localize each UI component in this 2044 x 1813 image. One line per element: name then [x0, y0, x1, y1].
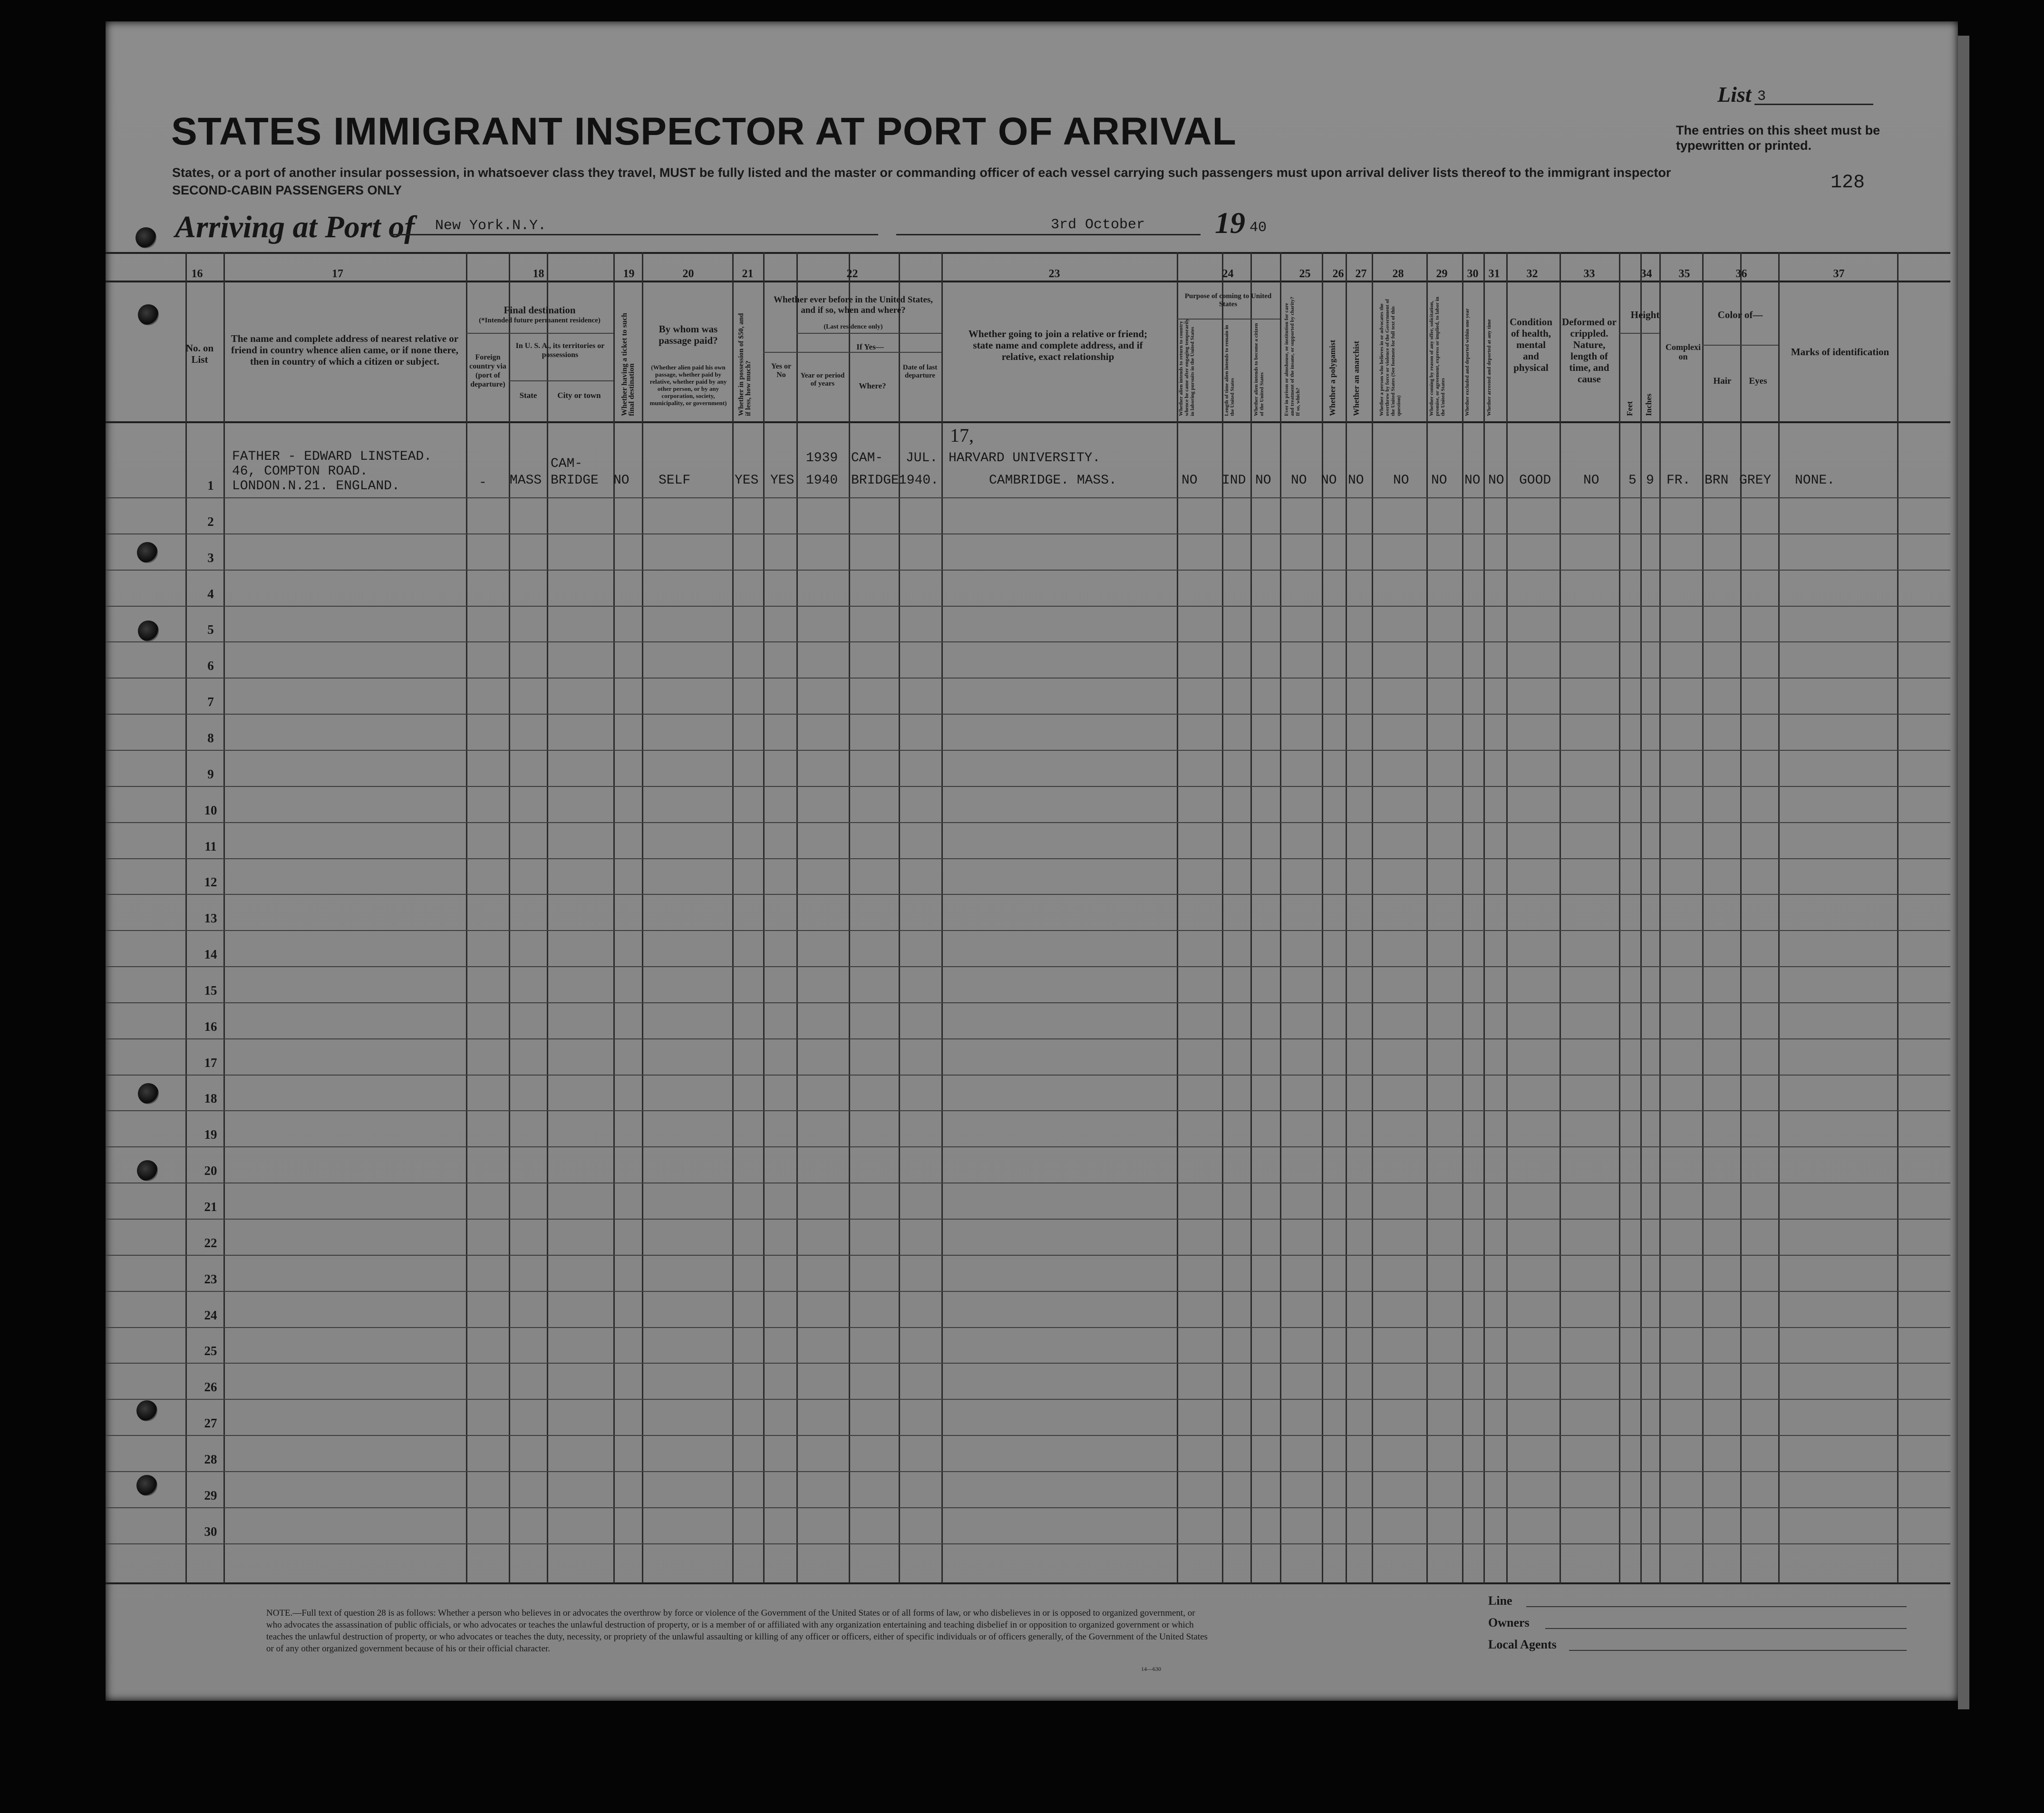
row-rule	[106, 1002, 1950, 1003]
row-rule	[106, 1038, 1950, 1039]
prison-value: NO	[1291, 473, 1307, 488]
row-rule	[106, 533, 1950, 534]
overthrow-header: Whether a person who believes in or advocates the overthrow by force or violence of the Government of the United States (See footnote for full text of this question)	[1379, 299, 1402, 416]
column-divider	[1177, 252, 1178, 1583]
row-number: 29	[204, 1488, 217, 1503]
column-divider	[1619, 252, 1620, 1583]
row-number: 20	[204, 1163, 217, 1178]
row-number: 8	[207, 730, 214, 745]
health-header: Condition of health, mental and physical	[1510, 316, 1552, 373]
entries-note: The entries on this sheet must be typewritten or printed.	[1676, 123, 1880, 153]
row-number: 3	[207, 550, 214, 565]
column-divider	[1280, 252, 1281, 1583]
usa-header: In U. S. A., its territories or possessions	[515, 342, 605, 359]
state-header: State	[519, 391, 537, 400]
relative-line-1: FATHER - EDWARD LINSTEAD.	[232, 449, 432, 464]
citizen-intent-header: Whether alien intends to become a citizen of the United States	[1253, 323, 1265, 416]
punch-hole-icon	[137, 1160, 158, 1181]
if-yes-header: If Yes—	[856, 342, 884, 351]
column-number: 33	[1583, 268, 1595, 280]
overthrow-value: NO	[1393, 473, 1409, 488]
passage-paid-sub: (Whether alien paid his own passage, whether paid by relative, whether paid by any other person, or by any corporation, society, municipality, or government)	[649, 364, 727, 407]
color-header: Color of—	[1717, 309, 1763, 320]
foreign-port-header: Foreign country via (port of departure)	[469, 353, 506, 388]
joining-line-1: HARVARD UNIVERSITY.	[949, 451, 1101, 465]
feet-value: 5	[1628, 473, 1637, 488]
no-on-list-header: No. on List	[185, 342, 214, 365]
fifty-dollars-header: Whether in possession of $50, and if less, how much?	[737, 313, 752, 416]
row-rule	[106, 641, 1950, 642]
instruction-line-2: SECOND-CABIN PASSENGERS ONLY	[172, 183, 402, 197]
row-number: 17	[204, 1055, 217, 1070]
fifty-dollars-value: YES	[735, 473, 759, 488]
column-divider	[1659, 252, 1661, 1583]
where-line-1: CAM-	[851, 451, 883, 465]
column-number: 27	[1355, 268, 1367, 280]
labor-offer-header: Whether coming by reason of any offer, solicitation, promise, or agreement, express or implied, to labor in the United States	[1429, 297, 1446, 416]
deformed-value: NO	[1583, 473, 1599, 488]
column-divider	[849, 252, 850, 1583]
column-divider	[1560, 252, 1561, 1583]
column-divider	[796, 252, 798, 1583]
row-rule	[106, 497, 1950, 498]
column-number: 28	[1392, 268, 1404, 280]
citizen-intent-value: NO	[1255, 473, 1271, 488]
joining-relative-header: Whether going to join a relative or friend; state name and complete address, and if relative, exact relationship	[968, 328, 1148, 362]
row-number: 11	[204, 839, 217, 853]
row-rule	[106, 570, 1950, 571]
row-number: 16	[204, 1019, 217, 1034]
year-period-header: Year or period of years	[800, 372, 845, 388]
instruction-text	[172, 164, 1671, 199]
inches-value: 9	[1646, 473, 1654, 488]
punch-hole-icon	[138, 304, 159, 325]
column-divider	[1322, 252, 1323, 1583]
final-destination-sub: (*Intended future permanent residence)	[479, 317, 601, 324]
state-value: MASS	[510, 473, 542, 488]
row-number: 19	[204, 1127, 217, 1142]
years-line-2: 1940	[806, 473, 838, 488]
where-line-2: BRIDGE	[851, 473, 899, 488]
subheader-divider	[466, 333, 613, 334]
column-divider	[509, 252, 510, 1583]
list-rule	[1754, 104, 1873, 105]
anarchist-header: Whether an anarchist	[1352, 340, 1361, 416]
page-title: STATES IMMIGRANT INSPECTOR AT PORT OF ARRIVAL	[171, 110, 1237, 153]
where-header: Where?	[859, 381, 886, 390]
row-number: 28	[204, 1452, 217, 1466]
been-in-us-value: YES	[770, 473, 794, 488]
column-divider	[1250, 252, 1252, 1583]
row-rule	[106, 1327, 1950, 1328]
row-rule	[106, 1255, 1950, 1256]
date-handwritten: 17,	[950, 425, 974, 446]
relative-line-2: 46, COMPTON ROAD.	[232, 464, 368, 479]
column-number: 29	[1436, 268, 1448, 280]
row-rule	[106, 858, 1950, 859]
row-number: 23	[204, 1271, 217, 1286]
excluded-header: Whether excluded and deported within one year	[1464, 308, 1470, 416]
column-number: 20	[682, 268, 694, 280]
column-number: 21	[742, 268, 754, 280]
form-code: 14—630	[1141, 1666, 1161, 1672]
port-rule	[391, 234, 878, 235]
column-number: 18	[533, 268, 544, 280]
row-number: 15	[204, 983, 217, 998]
column-divider	[1346, 252, 1347, 1583]
column-divider	[1462, 252, 1463, 1583]
column-divider	[1372, 252, 1373, 1583]
header-bottom-rule	[106, 421, 1950, 423]
row-rule	[106, 1110, 1950, 1111]
column-divider	[1640, 252, 1642, 1583]
prison-header: Ever in prison or almshouse, or institution for care and treatment of the insane, or supported by charity? If so, which?	[1284, 296, 1301, 416]
owners-label: Owners	[1488, 1616, 1530, 1629]
row-rule	[106, 1435, 1950, 1436]
subheader-divider	[509, 380, 613, 381]
row-rule	[106, 930, 1950, 931]
anarchist-value: NO	[1348, 473, 1364, 488]
punch-hole-icon	[138, 620, 159, 641]
column-number: 32	[1526, 268, 1538, 280]
relative-line-3: LONDON.N.21. ENGLAND.	[232, 479, 400, 494]
column-number: 30	[1467, 268, 1479, 280]
arriving-label: Arriving at Port of	[175, 210, 415, 244]
deported-value: NO	[1488, 473, 1504, 488]
polygamist-header: Whether a polygamist	[1328, 339, 1337, 416]
row-number: 13	[204, 911, 217, 926]
line-rule	[1526, 1606, 1907, 1607]
column-number: 22	[846, 268, 858, 280]
row-rule	[106, 750, 1950, 751]
column-number: 25	[1299, 268, 1311, 280]
column-number: 37	[1833, 268, 1845, 280]
row-number: 26	[204, 1380, 217, 1395]
subheader-divider	[1702, 345, 1778, 346]
polygamist-value: NO	[1321, 473, 1337, 488]
column-number: 26	[1332, 268, 1344, 280]
column-divider	[1506, 252, 1508, 1583]
sheet-edge	[1958, 36, 1969, 1709]
row-number: 24	[204, 1308, 217, 1322]
page-number: 128	[1831, 172, 1865, 194]
purpose-header: Purpose of coming to United States	[1184, 292, 1272, 308]
row-rule	[106, 1219, 1950, 1220]
row-number: 22	[204, 1235, 217, 1250]
return-country-value: NO	[1182, 473, 1198, 488]
length-stay-value: IND	[1222, 473, 1246, 488]
date-value: 3rd October	[1051, 217, 1145, 233]
row-number: 6	[207, 659, 214, 673]
row-rule	[106, 714, 1950, 715]
row-number: 4	[207, 586, 214, 601]
feet-header: Feet	[1625, 401, 1634, 416]
joining-line-2: CAMBRIDGE. MASS.	[989, 473, 1117, 488]
column-divider	[1426, 252, 1428, 1583]
punch-hole-icon	[136, 1400, 157, 1421]
hair-header: Hair	[1713, 376, 1732, 386]
marks-value: NONE.	[1795, 473, 1835, 488]
column-divider	[466, 252, 467, 1583]
complexion-header: Complexion	[1666, 342, 1701, 361]
row-number: 21	[204, 1200, 217, 1214]
row-rule	[106, 1543, 1950, 1544]
row-rule	[106, 822, 1950, 823]
column-number: 23	[1048, 268, 1060, 280]
ticket-header: Whether having a ticket to such final destination	[620, 312, 636, 416]
line-label: Line	[1488, 1594, 1512, 1608]
row-rule	[106, 1471, 1950, 1472]
row-number: 5	[207, 622, 214, 637]
row-rule	[106, 1507, 1950, 1508]
row-number: 2	[207, 514, 214, 529]
been-in-us-sub: (Last residence only)	[823, 323, 883, 330]
row-number: 1	[207, 478, 214, 493]
date-departure-header: Date of last departure	[902, 364, 938, 379]
column-divider	[732, 252, 734, 1583]
row-rule	[106, 1363, 1950, 1364]
column-number: 24	[1222, 268, 1234, 280]
table-top-rule	[106, 252, 1950, 254]
column-divider	[1222, 252, 1223, 1583]
city-line-2: BRIDGE	[551, 473, 599, 488]
punch-hole-icon	[136, 1475, 157, 1496]
labor-offer-value: NO	[1431, 473, 1447, 488]
year-prefix: 19	[1215, 206, 1245, 240]
height-header: Height	[1630, 309, 1660, 320]
row-rule	[106, 678, 1950, 679]
length-stay-header: Length of time alien intends to remain in the United States	[1224, 325, 1235, 416]
column-divider	[763, 252, 765, 1583]
subheader-divider	[1619, 333, 1659, 334]
foreign-port-value: -	[479, 475, 487, 490]
instruction-line-1: States, or a port of another insular possession, in whatsoever class they travel, MUST be fully listed and the master or commanding officer of each vessel carrying such passengers must upon arrival deliver lists thereof to the immigrant inspector	[172, 165, 1671, 180]
table-bottom-rule	[106, 1582, 1950, 1584]
row-number: 10	[204, 803, 217, 817]
row-rule	[106, 786, 1950, 787]
row-rule	[106, 1075, 1950, 1076]
year-suffix: 40	[1250, 220, 1267, 236]
hair-value: BRN	[1705, 473, 1729, 488]
footnote-text: NOTE.—Full text of question 28 is as follows: Whether a person who believes in or advocates the overthrow by force or violence of the Government of the United States or of all forms of law, or who disbelieves in or is opposed to organized government, or who advocates the assassination of public officials, or who advocates or teaches the unlawful destruction of property, or is a member of or affiliated with any organization entertaining and teaching disbelief in or opposition to organized government or which teaches the unlawful destruction of property, or who advocates or teaches the duty, necessity, or propriety of the unlawful assaulting or killing of any officer or officers, either of specific individuals or of officers generally, of the Government of the United States or of any other organized government because of his or their official character.	[266, 1608, 1208, 1654]
agents-label: Local Agents	[1488, 1638, 1557, 1651]
health-value: GOOD	[1519, 473, 1551, 488]
passage-paid-header: By whom was passage paid?	[659, 323, 718, 346]
column-number: 17	[332, 268, 343, 280]
punch-hole-icon	[138, 1083, 159, 1104]
return-country-header: Whether alien intends to return to country whence he came after engaging temporarily in laboring pursuits in the United States	[1178, 319, 1195, 416]
row-number: 25	[204, 1344, 217, 1358]
eyes-header: Eyes	[1749, 376, 1767, 386]
relative-address-header: The name and complete address of nearest relative or friend in country whence alien came, or if none there, then in country of which a citizen or subject.	[231, 333, 459, 367]
column-number: 16	[191, 268, 203, 280]
col-number-rule	[106, 281, 1950, 282]
column-number: 19	[623, 268, 635, 280]
row-number: 12	[204, 875, 217, 890]
eyes-value: GREY	[1739, 473, 1772, 488]
column-divider	[1778, 252, 1780, 1583]
inches-header: Inches	[1644, 393, 1653, 416]
subheader-divider	[796, 333, 941, 334]
column-divider	[899, 252, 900, 1583]
column-number: 35	[1678, 268, 1690, 280]
complexion-value: FR.	[1666, 473, 1691, 488]
owners-rule	[1545, 1628, 1907, 1629]
column-number: 34	[1640, 268, 1652, 280]
punch-hole-icon	[136, 227, 156, 248]
city-header: City or town	[557, 391, 601, 400]
date-line-2: 1940.	[899, 473, 939, 488]
row-number: 27	[204, 1416, 217, 1431]
deported-header: Whether arrested and deported at any time	[1486, 319, 1492, 416]
row-number: 7	[207, 695, 214, 709]
city-line-1: CAM-	[551, 456, 583, 471]
list-number: 3	[1757, 88, 1766, 105]
final-destination-header: Final destination	[504, 304, 576, 316]
date-line-1: JUL.	[906, 451, 938, 465]
column-divider	[547, 252, 548, 1583]
row-number: 14	[204, 947, 217, 962]
yes-no-header: Yes or No	[771, 362, 792, 379]
row-rule	[106, 1399, 1950, 1400]
port-value: New York.N.Y.	[435, 218, 547, 234]
date-rule	[896, 234, 1201, 235]
years-line-1: 1939	[806, 451, 838, 465]
been-in-us-header: Whether ever before in the United States, and if so, when and where?	[773, 295, 933, 315]
column-divider	[642, 252, 643, 1583]
column-divider	[941, 252, 943, 1583]
marks-header: Marks of identification	[1791, 346, 1889, 358]
column-number: 36	[1735, 268, 1747, 280]
column-divider	[1740, 252, 1742, 1583]
row-rule	[106, 966, 1950, 967]
row-rule	[106, 606, 1950, 607]
column-divider	[1483, 252, 1485, 1583]
column-divider	[185, 252, 187, 1583]
row-rule	[106, 894, 1950, 895]
row-number: 18	[204, 1091, 217, 1106]
agents-rule	[1569, 1650, 1907, 1651]
punch-hole-icon	[137, 542, 158, 563]
column-divider	[1702, 252, 1704, 1583]
ticket-value: NO	[613, 473, 630, 488]
column-divider	[613, 252, 615, 1583]
passage-paid-value: SELF	[659, 473, 691, 488]
row-number: 9	[207, 766, 214, 781]
row-rule	[106, 1291, 1950, 1292]
column-number: 31	[1488, 268, 1500, 280]
list-label: List	[1717, 82, 1752, 107]
excluded-value: NO	[1464, 473, 1481, 488]
row-rule	[106, 1146, 1950, 1147]
row-number: 30	[204, 1524, 217, 1539]
deformed-header: Deformed or crippled. Nature, length of time, and cause	[1562, 316, 1617, 385]
column-divider	[1897, 252, 1899, 1583]
